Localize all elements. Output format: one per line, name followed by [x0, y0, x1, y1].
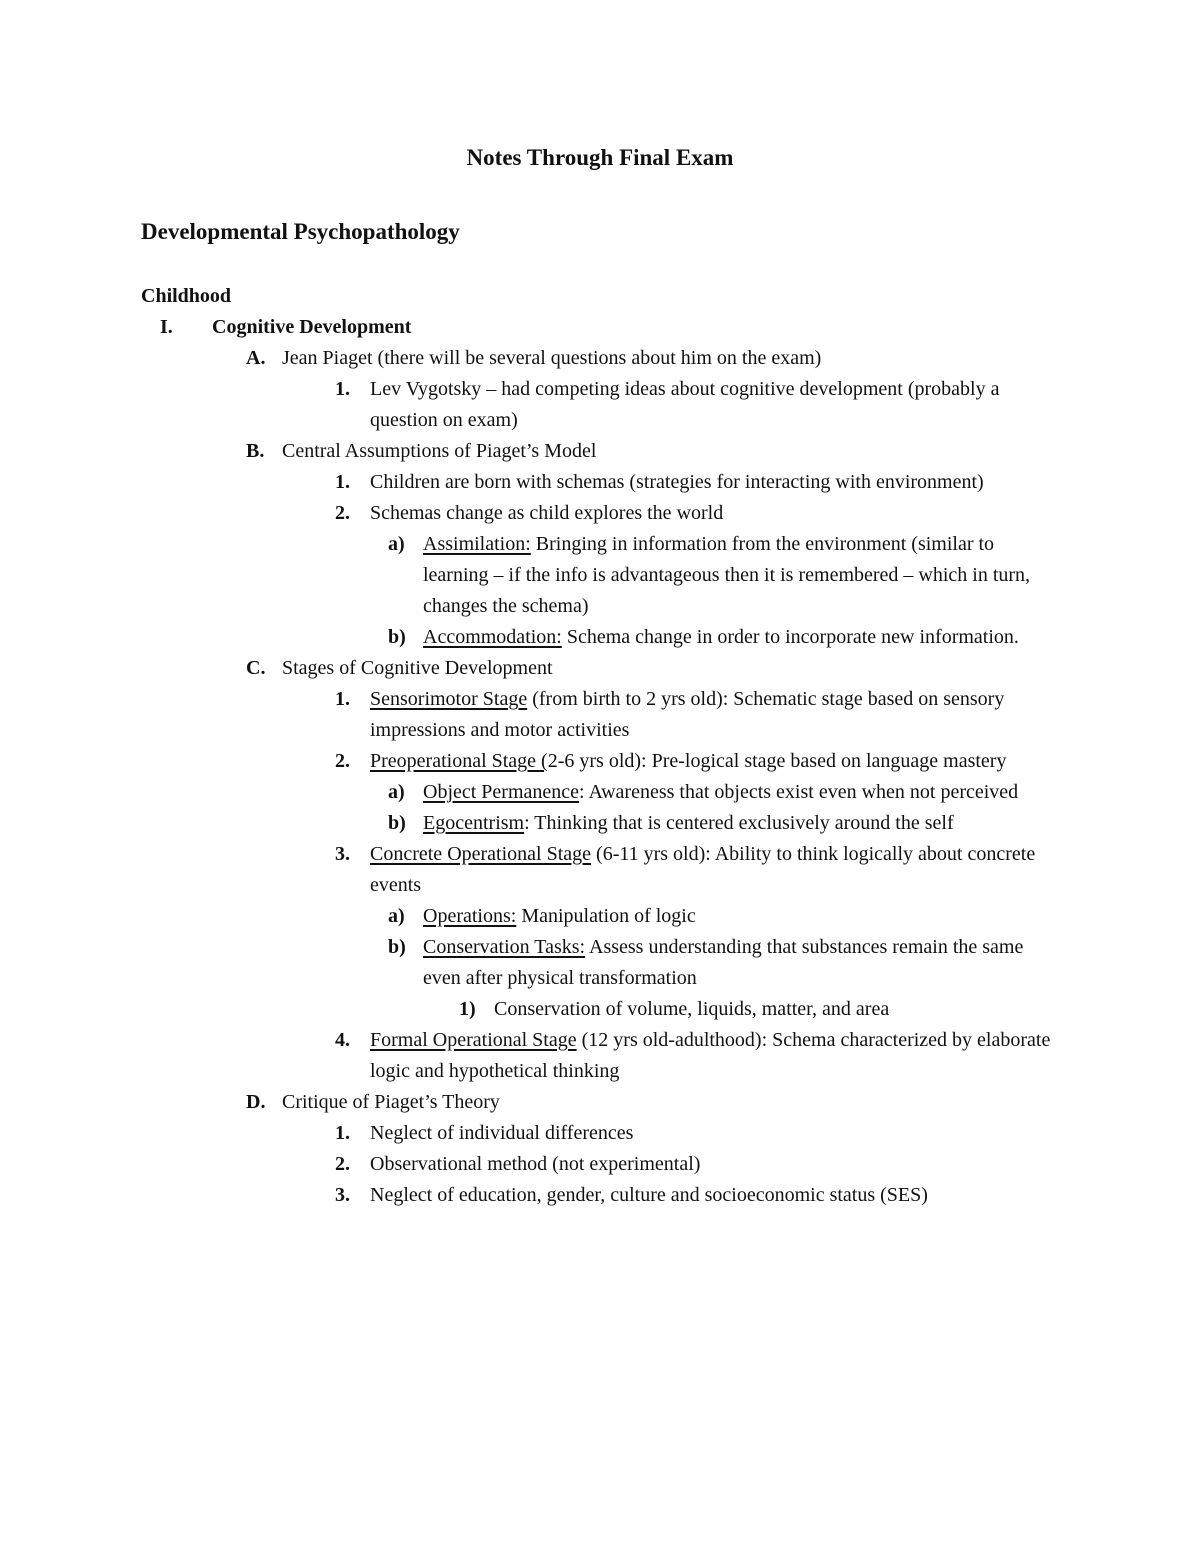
outline-term: Accommodation: [423, 626, 562, 648]
outline-marker: 1. [335, 471, 350, 493]
outline-item-C3a [0, 901, 1060, 932]
outline-marker: 3. [335, 843, 350, 865]
outline-marker: 2. [335, 1153, 350, 1175]
outline-item-C [0, 653, 1072, 684]
outline-text: (6-11 yrs old): Ability to think logically about concrete events [370, 843, 1036, 896]
subsection-heading: Childhood [141, 285, 232, 307]
outline-text: Bringing in information from the environment (similar to learning – if the info is advantageous then it is remembered – which in turn, changes the schema) [423, 533, 1031, 617]
section-heading: Developmental Psychopathology [141, 219, 460, 244]
outline-item-B2 [0, 498, 1060, 529]
outline-item-C3b1 [0, 994, 1060, 1025]
outline-text: Schema change in order to incorporate new information. [561, 626, 1019, 648]
outline-item-D2 [0, 1149, 1060, 1180]
outline-marker: C. [246, 657, 266, 679]
outline-marker: I. [160, 316, 173, 338]
outline-marker: 3. [335, 1184, 350, 1206]
outline-item-D3 [0, 1180, 1060, 1211]
outline-text: Conservation of volume, liquids, matter, and area [494, 998, 890, 1020]
outline-term: Operations: [423, 905, 517, 927]
outline-term: Formal Operational Stage [370, 1029, 577, 1051]
outline-item-C2a [0, 777, 1060, 808]
outline-text: Lev Vygotsky – had competing ideas about cognitive development (probably a question on exam) [370, 378, 1000, 431]
outline-marker: b) [388, 936, 406, 958]
outline-text: Jean Piaget (there will be several questions about him on the exam) [282, 347, 822, 369]
outline-item-C1 [0, 684, 1060, 746]
outline-term: Concrete Operational Stage [370, 843, 592, 865]
outline-text: Stages of Cognitive Development [282, 657, 553, 679]
outline-item-I [0, 312, 1072, 343]
outline-text: Observational method (not experimental) [370, 1153, 701, 1175]
outline-text: : Thinking that is centered exclusively around the self [524, 812, 954, 834]
document-title: Notes Through Final Exam [466, 145, 734, 170]
outline-item-C2 [0, 746, 1060, 777]
outline-marker: 2. [335, 502, 350, 524]
outline-term: Egocentrism [423, 812, 525, 834]
outline-text: Manipulation of logic [516, 905, 696, 927]
outline-marker: 1. [335, 1122, 350, 1144]
outline-marker: 1) [459, 998, 476, 1020]
outline-item-A1 [0, 374, 1060, 436]
outline-text: Cognitive Development [212, 316, 412, 338]
outline-text: Central Assumptions of Piaget’s Model [282, 440, 597, 462]
outline-marker: B. [246, 440, 265, 462]
outline-item-C3 [0, 839, 1060, 901]
outline-text: Children are born with schemas (strategies for interacting with environment) [370, 471, 984, 493]
outline-term: Assimilation: [423, 533, 531, 555]
outline-item-B2a [0, 529, 1060, 622]
outline-marker: D. [246, 1091, 266, 1113]
outline-item-C2b [0, 808, 1060, 839]
outline-text: Critique of Piaget’s Theory [282, 1091, 500, 1113]
outline-item-C3b [0, 932, 1060, 994]
outline-term: Preoperational Stage ( [370, 750, 548, 772]
outline-item-C4 [0, 1025, 1060, 1087]
outline-text: Schemas change as child explores the world [370, 502, 724, 524]
outline-term: Sensorimotor Stage [370, 688, 528, 710]
outline-text: : Awareness that objects exist even when not perceived [579, 781, 1019, 803]
outline-marker: 1. [335, 378, 350, 400]
outline-item-B [0, 436, 1072, 467]
outline-text: 2-6 yrs old): Pre-logical stage based on language mastery [547, 750, 1007, 772]
outline-text: Neglect of individual differences [370, 1122, 634, 1144]
outline-marker: 1. [335, 688, 350, 710]
outline-marker: 4. [335, 1029, 350, 1051]
outline-marker: A. [246, 347, 266, 369]
outline-marker: a) [388, 533, 405, 555]
outline-marker: 2. [335, 750, 350, 772]
outline-text: Neglect of education, gender, culture and socioeconomic status (SES) [370, 1184, 928, 1206]
outline-item-D1 [0, 1118, 1060, 1149]
outline-text: (12 yrs old-adulthood): Schema characterized by elaborate logic and hypothetical thinking [370, 1029, 1051, 1082]
outline-marker: b) [388, 626, 406, 648]
outline-text: (from birth to 2 yrs old): Schematic stage based on sensory impressions and motor activities [370, 688, 1005, 741]
outline-item-A [0, 343, 1072, 374]
outline-term: Object Permanence [423, 781, 580, 803]
outline-list [0, 312, 1200, 1211]
outline-marker: a) [388, 781, 405, 803]
outline-term: Conservation Tasks: [423, 936, 586, 958]
outline-marker: b) [388, 812, 406, 834]
outline-item-B1 [0, 467, 1060, 498]
outline-item-D [0, 1087, 1072, 1118]
outline-text: Assess understanding that substances remain the same even after physical transformation [423, 936, 1024, 989]
outline-marker: a) [388, 905, 405, 927]
outline-item-B2b [0, 622, 1060, 653]
